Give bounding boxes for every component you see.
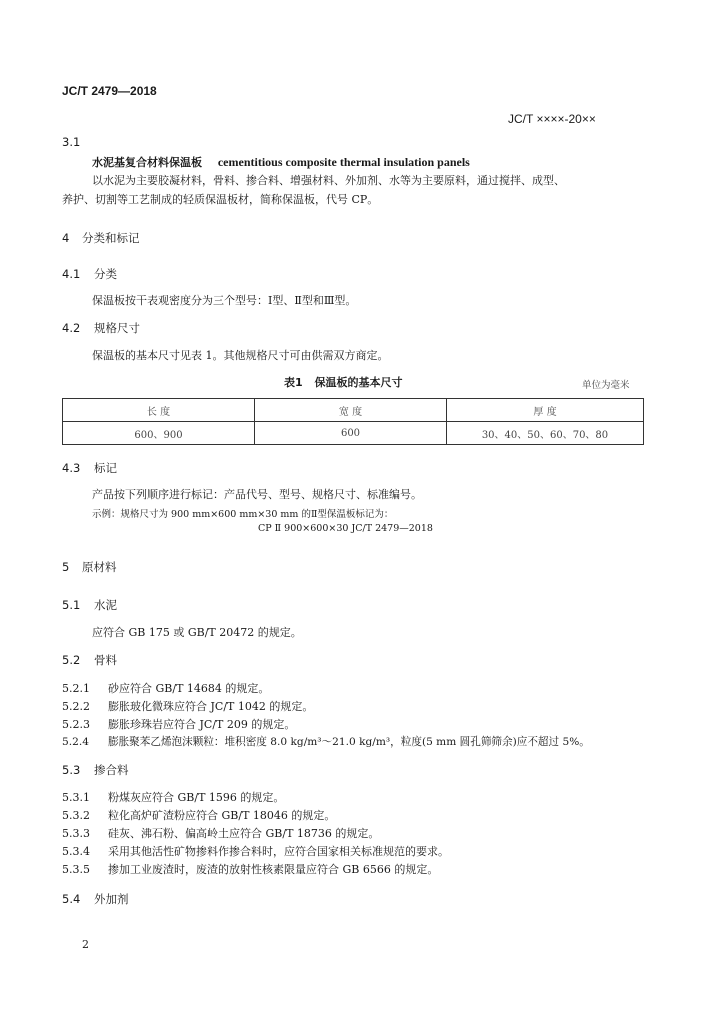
item-number: 5.3.1 <box>62 791 90 804</box>
section-number: 4.2 <box>62 321 81 335</box>
section-title: 掺合料 <box>94 763 129 777</box>
table-caption-number: 表1 <box>284 376 303 389</box>
section-heading <box>62 266 117 282</box>
paragraph: 产品按下列顺序进行标记：产品代号、型号、规格尺寸、标准编号。 <box>92 488 422 501</box>
term-zh: 水泥基复合材料保温板 <box>92 156 202 169</box>
section-title: 外加剂 <box>94 892 129 906</box>
table-header-cell: 长 度 <box>63 399 255 422</box>
item-text: 粉煤灰应符合 GB/T 1596 的规定。 <box>108 791 285 804</box>
list-item <box>62 861 438 877</box>
section-number: 4 <box>62 231 70 245</box>
table-cell: 30、40、50、60、70、80 <box>447 422 644 445</box>
term-title <box>92 154 470 170</box>
item-text: 膨胀珍珠岩应符合 JC/T 209 的规定。 <box>108 718 296 731</box>
section-heading <box>62 559 117 575</box>
definition-line: 以水泥为主要胶凝材料，骨料、掺合料、增强材料、外加剂、水等为主要原料，通过搅拌、成型、 <box>92 174 565 187</box>
item-number: 5.3.5 <box>62 863 90 876</box>
section-title: 水泥 <box>94 598 117 612</box>
table-unit: 单位为毫米 <box>582 380 630 391</box>
list-item <box>62 807 335 823</box>
list-item <box>62 734 590 749</box>
section-heading <box>62 460 117 476</box>
table-row <box>63 422 644 445</box>
table-header-row <box>63 399 644 422</box>
section-title: 骨料 <box>94 653 117 667</box>
section-heading <box>62 652 117 668</box>
item-text: 掺加工业废渣时，废渣的放射性核素限量应符合 GB 6566 的规定。 <box>108 863 439 876</box>
list-item <box>62 843 449 859</box>
item-text: 硅灰、沸石粉、偏高岭土应符合 GB/T 18736 的规定。 <box>108 827 380 840</box>
section-number: 5.3 <box>62 763 81 777</box>
table-caption <box>284 374 403 390</box>
section-title: 规格尺寸 <box>94 321 140 335</box>
paragraph: 应符合 GB 175 或 GB/T 20472 的规定。 <box>92 626 302 639</box>
item-number: 5.3.4 <box>62 845 90 858</box>
section-title: 分类和标记 <box>82 231 140 245</box>
table-header-cell: 厚 度 <box>447 399 644 422</box>
definition-line: 养护、切割等工艺制成的轻质保温板材，简称保温板，代号 CP。 <box>62 193 379 206</box>
page-number: 2 <box>82 938 89 951</box>
section-heading <box>62 597 117 613</box>
section-number: 5 <box>62 560 70 574</box>
item-number: 5.3.3 <box>62 827 90 840</box>
example-text: 规格尺寸为 900 mm×600 mm×30 mm 的Ⅱ型保温板标记为： <box>120 509 394 520</box>
item-number: 5.2.3 <box>62 718 90 731</box>
section-title: 原材料 <box>82 560 117 574</box>
section-heading <box>62 320 140 336</box>
item-text: 砂应符合 GB/T 14684 的规定。 <box>108 682 270 695</box>
section-number: 5.1 <box>62 598 81 612</box>
section-number: 4.1 <box>62 267 81 281</box>
section-heading <box>62 891 129 907</box>
list-item <box>62 716 295 732</box>
item-text: 粒化高炉矿渣粉应符合 GB/T 18046 的规定。 <box>108 809 336 822</box>
table-cell: 600 <box>255 422 447 445</box>
item-number: 5.3.2 <box>62 809 90 822</box>
example-line <box>92 506 393 520</box>
item-number: 5.2.1 <box>62 682 90 695</box>
list-item <box>62 698 313 714</box>
marking-example: CP Ⅱ 900×600×30 JC/T 2479—2018 <box>258 523 433 534</box>
section-title: 标记 <box>94 461 117 475</box>
section-number: 4.3 <box>62 461 81 475</box>
dimensions-table <box>62 398 644 445</box>
header-draft-code: JC/T ××××-20×× <box>508 112 596 126</box>
example-label: 示例： <box>92 509 121 520</box>
section-heading <box>62 762 129 778</box>
list-item <box>62 680 269 696</box>
item-text: 采用其他活性矿物掺料作掺合料时，应符合国家相关标准规范的要求。 <box>108 845 449 858</box>
paragraph: 保温板按干表观密度分为三个型号：Ⅰ型、Ⅱ型和Ⅲ型。 <box>92 294 357 307</box>
item-number: 5.2.2 <box>62 700 90 713</box>
table-cell: 600、900 <box>63 422 255 445</box>
list-item <box>62 825 379 841</box>
item-text: 膨胀玻化微珠应符合 JC/T 1042 的规定。 <box>108 700 314 713</box>
section-number: 5.4 <box>62 892 81 906</box>
section-number: 5.2 <box>62 653 81 667</box>
term-en: cementitious composite thermal insulation panels <box>217 155 470 169</box>
paragraph: 保温板的基本尺寸见表 1。其他规格尺寸可由供需双方商定。 <box>92 349 389 362</box>
list-item <box>62 789 284 805</box>
item-text: 膨胀聚苯乙烯泡沫颗粒：堆积密度 8.0 kg/m³～21.0 kg/m³，粒度(5 mm 圆孔筛筛余)应不超过 5%。 <box>108 736 590 748</box>
item-number: 5.2.4 <box>62 736 89 748</box>
section-title: 分类 <box>94 267 117 281</box>
section-heading <box>62 230 140 246</box>
table-caption-title: 保温板的基本尺寸 <box>314 376 403 389</box>
table-header-cell: 宽 度 <box>255 399 447 422</box>
header-standard-code: JC/T 2479—2018 <box>62 84 157 98</box>
clause-number: 3.1 <box>62 135 81 149</box>
